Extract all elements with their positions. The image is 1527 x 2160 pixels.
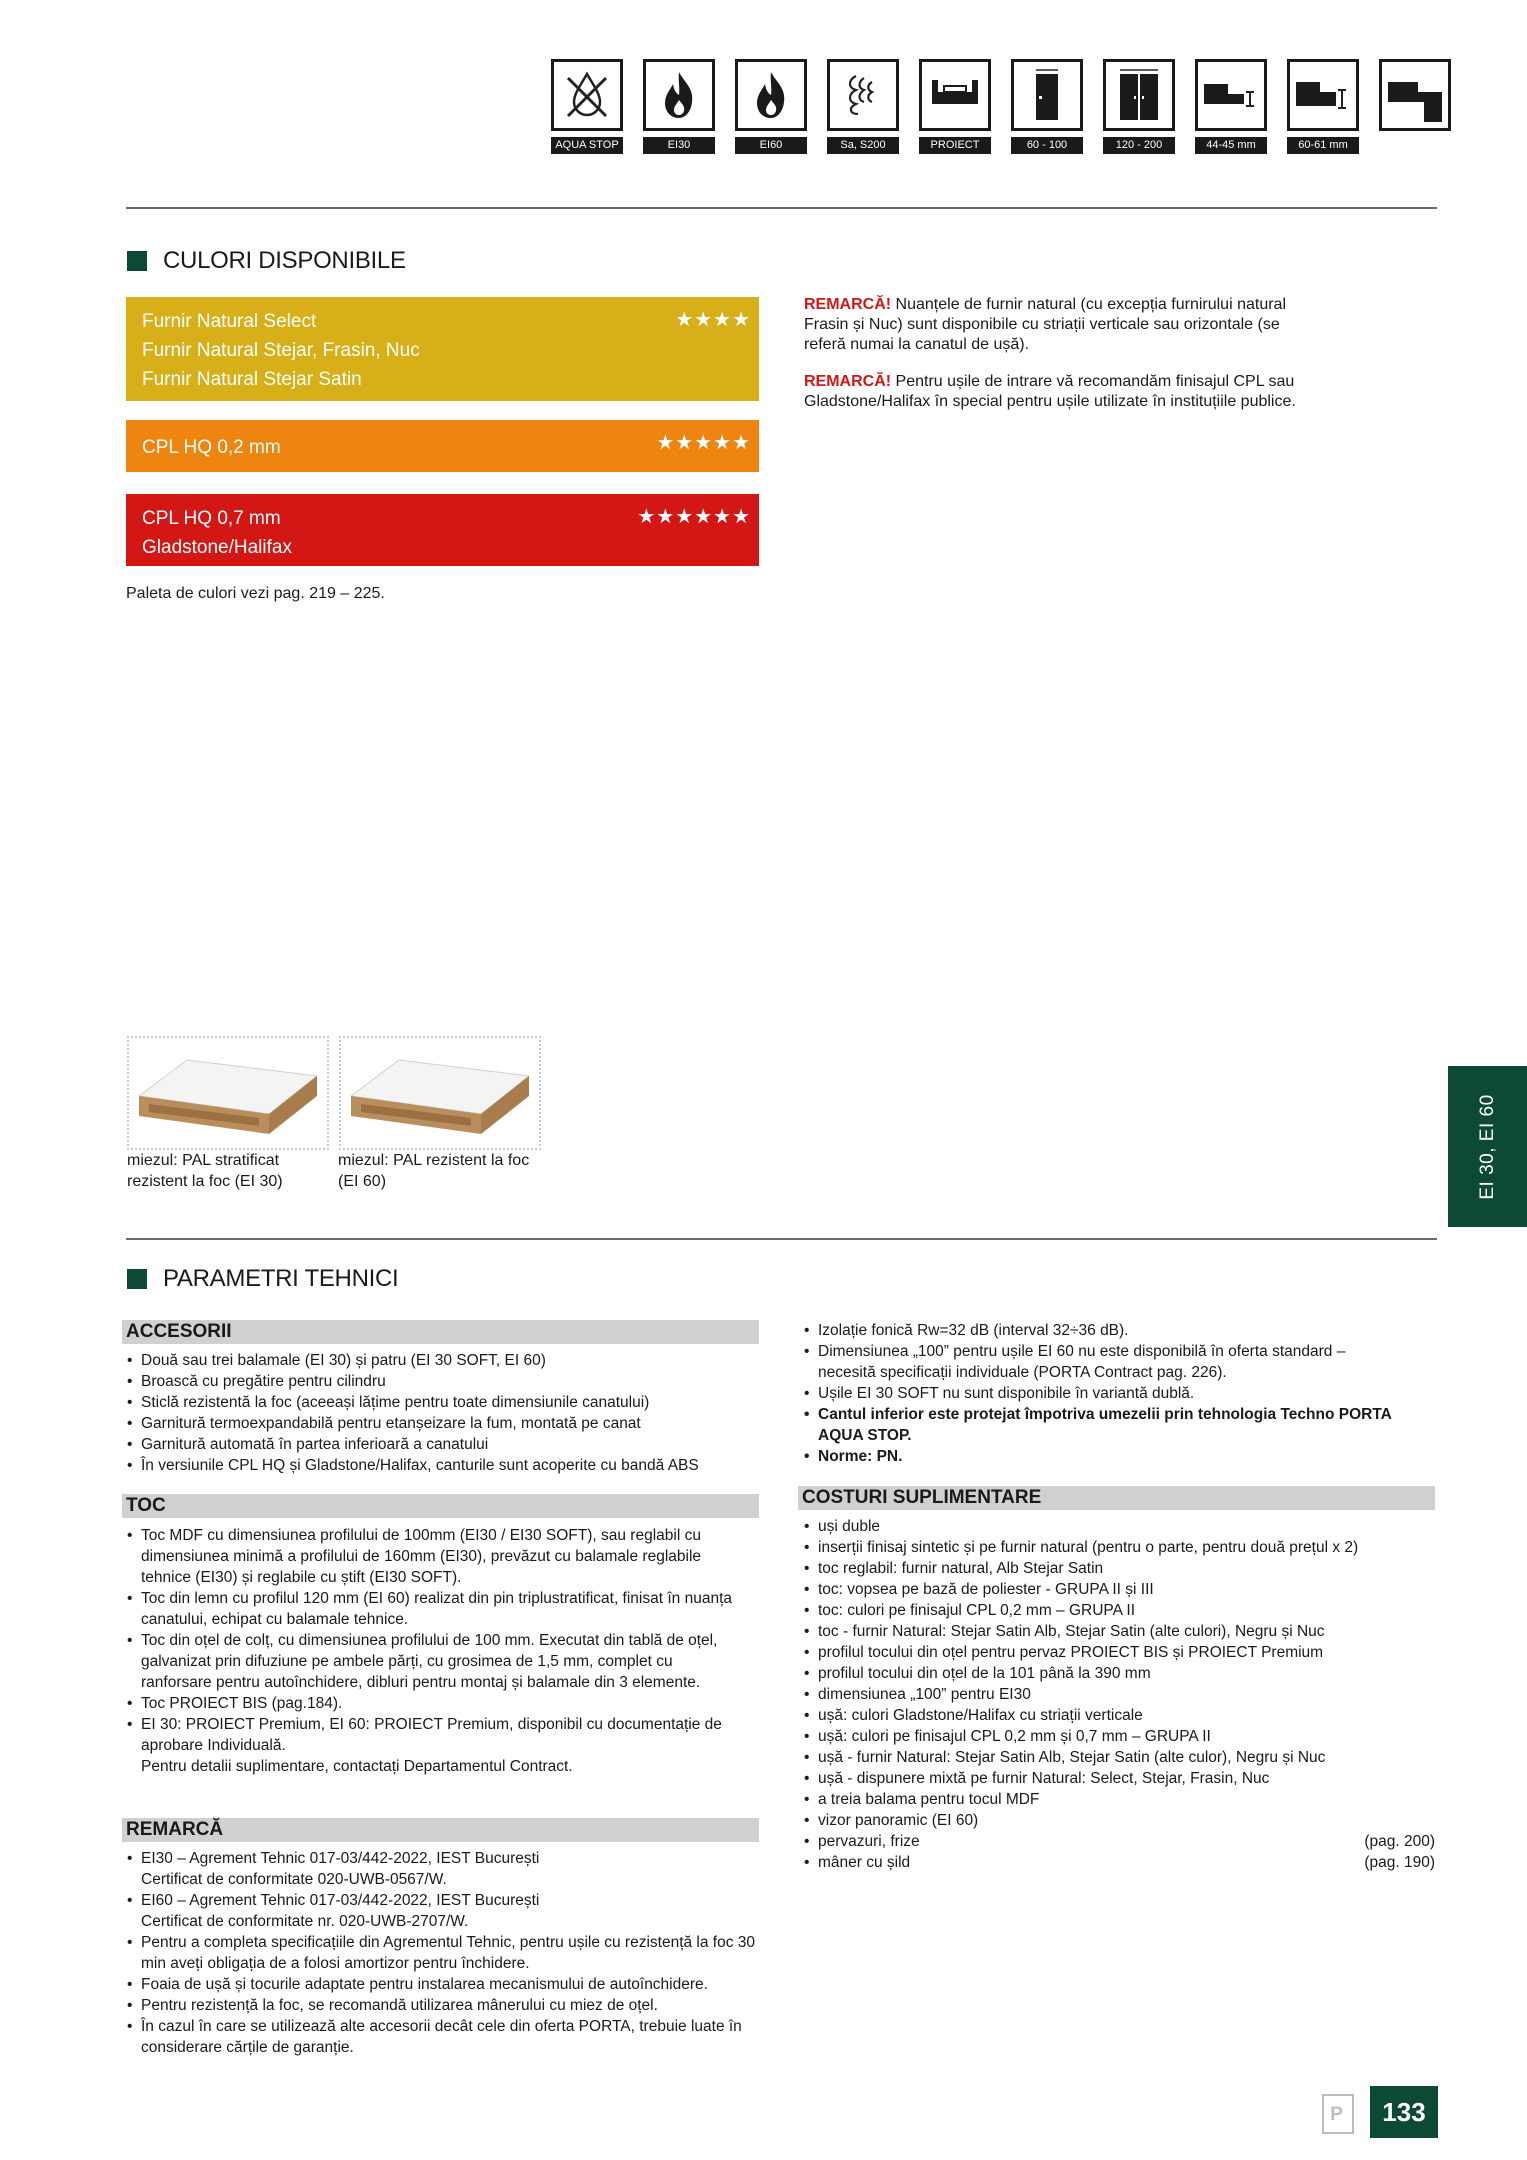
- color-band-veneer: [126, 297, 759, 401]
- remark-1: [804, 295, 1324, 355]
- feature-frame-profile: [1379, 59, 1451, 154]
- list-item: • EI 30: PROIECT Premium, EI 60: PROIECT Premium, disponibil cu documentație de aprobare Individuală.: [126, 1714, 746, 1756]
- core-image-ei60: [339, 1036, 541, 1150]
- list-item: • toc - furnir Natural: Stejar Satin Alb, Stejar Satin (alte culori), Negru și Nuc: [803, 1621, 1435, 1642]
- colors-section-header: [127, 247, 406, 275]
- remarca-header: REMARCĂ: [122, 1818, 759, 1842]
- list-item: • ușă: culori Gladstone/Halifax cu striații verticale: [803, 1705, 1435, 1726]
- toc-header: TOC: [122, 1494, 759, 1518]
- palette-note: Paleta de culori vezi pag. 219 – 225.: [126, 585, 385, 602]
- frame-proiect-icon: [926, 66, 984, 124]
- item-text: pervazuri, frize: [818, 1833, 920, 1850]
- logo-letter: P: [1330, 2104, 1343, 2126]
- list-item: • Pentru a completa specificațiile din Agrementul Tehnic, pentru ușile cu rezistență la foc 30 min aveți obligația de a folosi amortizor pentru închidere.: [126, 1932, 756, 1974]
- feature-width-single: [1011, 59, 1083, 154]
- band-line: Gladstone/Halifax: [142, 537, 292, 558]
- feature-icons-row: [551, 59, 1451, 154]
- list-item: • inserții finisaj sintetic și pe furnir natural (pentru o parte, pentru două prețul x 2): [803, 1537, 1435, 1558]
- single-door-icon: [1018, 66, 1076, 124]
- side-tab-label: EI 30, EI 60: [1476, 1093, 1498, 1200]
- core-caption-ei60: miezul: PAL rezistent la foc (EI 60): [338, 1152, 530, 1190]
- feature-thickness-60: [1287, 59, 1359, 154]
- porta-logo-icon: [1322, 2094, 1354, 2134]
- list-item: • Garnitură termoexpandabilă pentru etanșeizare la fum, montată pe canat: [126, 1413, 756, 1434]
- list-item: • Toc din oțel de colț, cu dimensiunea profilului de 100 mm. Executat din tablă de oțel, galvanizat prin difuziune pe ambele părți, cu grosimea de 1,5 mm, complet cu ranforsare pentru autoînchidere, dibluri pentru montaj și balamale din 3 elemente.: [126, 1630, 746, 1693]
- feature-ei60: [735, 59, 807, 154]
- smoke-icon: [834, 66, 892, 124]
- page-reference: (pag. 190): [1364, 1854, 1435, 1871]
- feature-label: AQUA STOP: [551, 137, 623, 154]
- core-cross-section-illustration: [341, 1038, 539, 1148]
- list-item: • EI30 – Agrement Tehnic 017-03/442-2022, IEST București: [126, 1848, 756, 1869]
- frame-profile-icon: [1386, 66, 1444, 124]
- feature-smoke: [827, 59, 899, 154]
- feature-label: Sa, S200: [827, 137, 899, 154]
- band-line: CPL HQ 0,2 mm: [142, 437, 281, 458]
- list-item: • profilul tocului din oțel de la 101 până la 390 mm: [803, 1663, 1435, 1684]
- feature-aqua-stop: [551, 59, 623, 154]
- feature-label: 60-61 mm: [1287, 137, 1359, 154]
- list-item: • EI60 – Agrement Tehnic 017-03/442-2022, IEST București: [126, 1890, 756, 1911]
- list-item: • Garnitură automată în partea inferioară a canatului: [126, 1434, 756, 1455]
- list-item: • Sticlă rezistentă la foc (aceeași lățime pentru toate dimensiunile canatului): [126, 1392, 756, 1413]
- fire-ei30-icon: [650, 66, 708, 124]
- list-item: • Norme: PN.: [803, 1446, 1403, 1467]
- list-item: • dimensiunea „100” pentru EI30: [803, 1684, 1435, 1705]
- params-section-title: PARAMETRI TEHNICI: [163, 1265, 399, 1292]
- list-item: Pentru detalii suplimentare, contactați Departamentul Contract.: [141, 1758, 573, 1775]
- list-item-with-page: [803, 1831, 1435, 1852]
- feature-width-double: [1103, 59, 1175, 154]
- remark-text: Pentru ușile de intrare vă recomandăm finisajul CPL sau Gladstone/Halifax în special pentru ușile utilizate în instituțiile publice.: [804, 373, 1296, 410]
- band-line: CPL HQ 0,7 mm: [142, 508, 281, 529]
- section-marker: [127, 1269, 147, 1289]
- params-section-header: [127, 1265, 398, 1293]
- list-item: • ușă - furnir Natural: Stejar Satin Alb, Stejar Satin (alte culor), Negru și Nuc: [803, 1747, 1435, 1768]
- color-band-cpl-02: [126, 420, 759, 472]
- double-door-icon: [1110, 66, 1168, 124]
- core-cross-section-illustration: [129, 1038, 327, 1148]
- feature-label: 60 - 100: [1011, 137, 1083, 154]
- fire-ei60-icon: [742, 66, 800, 124]
- band-line: Furnir Natural Stejar, Frasin, Nuc: [142, 340, 420, 361]
- aqua-stop-icon: [558, 66, 616, 124]
- list-item: • ușă - dispunere mixtă pe furnir Natural: Select, Stejar, Frasin, Nuc: [803, 1768, 1435, 1789]
- accesorii-list: [126, 1350, 756, 1476]
- porta-logo-mark: [1324, 2096, 1352, 2132]
- feature-label: PROIECT: [919, 137, 991, 154]
- feature-ei30: [643, 59, 715, 154]
- band-line: Furnir Natural Stejar Satin: [142, 369, 362, 390]
- list-item: • Dimensiunea „100” pentru ușile EI 60 nu este disponibilă în oferta standard – necesită specificații individuale (PORTA Contract pag. 226).: [803, 1341, 1403, 1383]
- list-item: • Două sau trei balamale (EI 30) și patru (EI 30 SOFT, EI 60): [126, 1350, 756, 1371]
- rating-stars: ★★★★★: [656, 432, 751, 454]
- core-image-ei30: [127, 1036, 329, 1150]
- page-reference: (pag. 200): [1364, 1833, 1435, 1850]
- remark-2: [804, 372, 1324, 412]
- side-tab: [1448, 1066, 1527, 1227]
- feature-proiect: [919, 59, 991, 154]
- list-item: • Broască cu pregătire pentru cilindru: [126, 1371, 756, 1392]
- list-item: • toc: culori pe finisajul CPL 0,2 mm – GRUPA II: [803, 1600, 1435, 1621]
- core-caption-ei30: miezul: PAL stratificat rezistent la foc (EI 30): [127, 1152, 283, 1190]
- feature-thickness-44: [1195, 59, 1267, 154]
- remarca-list: [126, 1848, 756, 2058]
- list-item: • vizor panoramic (EI 60): [803, 1810, 1435, 1831]
- remark-label: REMARCĂ!: [804, 296, 892, 313]
- remark-label: REMARCĂ!: [804, 373, 892, 390]
- thickness-44-icon: [1202, 66, 1260, 124]
- list-item: • În cazul în care se utilizează alte accesorii decât cele din oferta PORTA, trebuie luate în considerare cărțile de garanție.: [126, 2016, 756, 2058]
- remark-text: Nuanțele de furnir natural (cu excepția furnirului natural Frasin și Nuc) sunt disponibile cu striații verticale sau orizontale (se referă numai la canatul de ușă).: [804, 296, 1286, 353]
- list-item: • ușă: culori pe finisajul CPL 0,2 mm și 0,7 mm – GRUPA II: [803, 1726, 1435, 1747]
- accesorii-header: ACCESORII: [122, 1320, 759, 1344]
- band-line: Furnir Natural Select: [142, 311, 317, 332]
- list-item: • Toc PROIECT BIS (pag.184).: [126, 1693, 746, 1714]
- list-item: • a treia balama pentru tocul MDF: [803, 1789, 1435, 1810]
- list-item: • În versiunile CPL HQ și Gladstone/Halifax, canturile sunt acoperite cu bandă ABS: [126, 1455, 756, 1476]
- list-item: • Pentru rezistență la foc, se recomandă utilizarea mânerului cu miez de oțel.: [126, 1995, 756, 2016]
- list-item: • Toc din lemn cu profilul 120 mm (EI 60) realizat din pin triplustratificat, finisat în nuanța canatului, echipat cu balamale tehnice.: [126, 1588, 746, 1630]
- list-item-with-page: [803, 1852, 1435, 1873]
- list-item: • Ușile EI 30 SOFT nu sunt disponibile în variantă dublă.: [803, 1383, 1403, 1404]
- list-item: • toc reglabil: furnir natural, Alb Stejar Satin: [803, 1558, 1435, 1579]
- list-item: • profilul tocului din oțel pentru pervaz PROIECT BIS și PROIECT Premium: [803, 1642, 1435, 1663]
- list-item: • Toc MDF cu dimensiunea profilului de 100mm (EI30 / EI30 SOFT), sau reglabil cu dimensiunea minimă a profilului de 160mm (EI30), prevăzut cu balamale reglabile tehnice (EI30) și reglabile cu știft (EI30 SOFT).: [126, 1525, 746, 1588]
- rating-stars: ★★★★★★: [637, 506, 751, 528]
- page-number: 133: [1370, 2086, 1438, 2138]
- costuri-list: [803, 1516, 1435, 1873]
- thickness-60-icon: [1294, 66, 1352, 124]
- toc-list: [126, 1525, 746, 1777]
- list-item: • Foaia de ușă și tocurile adaptate pentru instalarea mecanismului de autoînchidere.: [126, 1974, 756, 1995]
- list-item: Certificat de conformitate 020-UWB-0567/W.: [141, 1871, 447, 1888]
- feature-label: EI60: [735, 137, 807, 154]
- divider: [126, 207, 1437, 209]
- rating-stars: ★★★★: [675, 309, 751, 331]
- colors-section-title: CULORI DISPONIBILE: [163, 247, 406, 274]
- section-marker: [127, 251, 147, 271]
- item-text: mâner cu șild: [818, 1854, 911, 1871]
- list-item: • toc: vopsea pe bază de poliester - GRUPA II și III: [803, 1579, 1435, 1600]
- list-item: • Izolație fonică Rw=32 dB (interval 32÷36 dB).: [803, 1320, 1403, 1341]
- right-params-list: [803, 1320, 1403, 1467]
- feature-label: 120 - 200: [1103, 137, 1175, 154]
- color-band-cpl-07: [126, 494, 759, 566]
- feature-label: 44-45 mm: [1195, 137, 1267, 154]
- list-item: Certificat de conformitate nr. 020-UWB-2707/W.: [141, 1913, 469, 1930]
- list-item: • Cantul inferior este protejat împotriva umezelii prin tehnologia Techno PORTA AQUA STOP.: [803, 1404, 1403, 1446]
- feature-label: EI30: [643, 137, 715, 154]
- list-item: • uși duble: [803, 1516, 1435, 1537]
- divider: [126, 1238, 1437, 1240]
- costuri-header: COSTURI SUPLIMENTARE: [798, 1486, 1435, 1510]
